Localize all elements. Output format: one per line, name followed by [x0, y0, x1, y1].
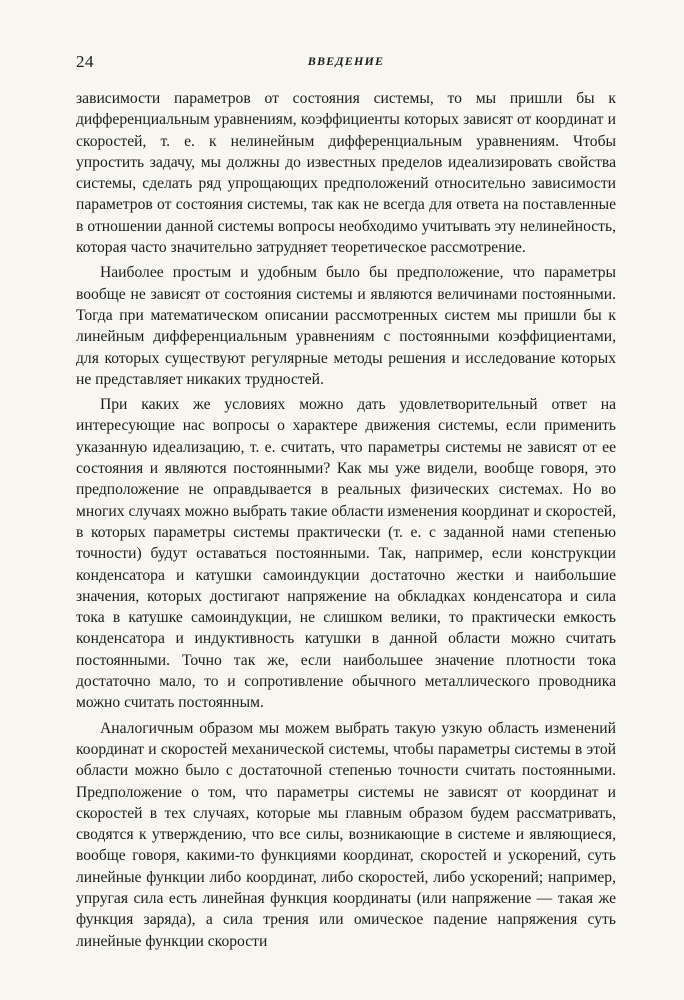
- page-number: 24: [76, 52, 94, 71]
- paragraph-2: Наиболее простым и удобным было бы предположение, что параметры вообще не зависят от состояния системы и являются величинами постоянными. Тогда при математическом описании рассмотренных систем мы пришли бы к линейным дифференциальным уравнениям с постоянными коэффициентами, для которых существуют регулярные методы решения и исследование которых не представляет никаких трудностей.: [76, 264, 616, 388]
- body-text: [76, 88, 616, 956]
- paragraph-1: зависимости параметров от состояния системы, то мы пришли бы к дифференциальным уравнениям, коэффициенты которых зависят от координат и скоростей, т. е. к нелинейным дифференциальным уравнениям. Чтобы упростить задачу, мы должны до известных пределов идеализировать свойства системы, сделать ряд упрощающих предположений относительно зависимости параметров от состояния системы, так как не всегда для ответа на поставленные в отношении данной системы вопросы необходимо учитывать эту нелинейность, которая часто значительно затрудняет теоретическое рассмотрение.: [76, 90, 616, 257]
- running-title: ВВЕДЕНИЕ: [307, 54, 385, 68]
- paragraph-4: Аналогичным образом мы можем выбрать такую узкую область изменений координат и скоростей механической системы, чтобы параметры системы в этой области можно было с достаточной степенью точности считать постоянными. Предположение о том, что параметры системы не зависят от координат и скоростей в тех случаях, которые мы главным образом будем рассматривать, сводятся к утверждению, что все силы, возникающие в системе и являющиеся, вообще говоря, какими-то функциями координат, скоростей и ускорений, суть линейные функции либо координат, либо скоростей, либо ускорений; например, упругая сила есть линейная функция координаты (или напряжение — такая же функция заряда), а сила трения или омическое падение напряжения суть линейные функции скорости: [76, 719, 616, 950]
- page-header: [76, 52, 616, 76]
- paragraph-3: При каких же условиях можно дать удовлетворительный ответ на интересующие нас вопросы о характере движения системы, если применить указанную идеализацию, т. е. считать, что параметры системы не зависят от ее состояния и являются постоянными? Как мы уже видели, вообще говоря, это предположение не оправдывается в реальных физических системах. Но во многих случаях можно выбрать такие области изменения координат и скоростей, в которых параметры системы практически (т. е. с заданной нами степенью точности) будут оставаться постоянными. Так, например, если конструкции конденсатора и катушки самоиндукции достаточно жестки и наибольшие значения, которых достигают напряжение на обкладках конденсатора и сила тока в катушке самоиндукции, не слишком велики, то практически емкость конденсатора и индуктивность катушки в данной области можно считать постоянными. Точно так же, если наибольшее значение плотности тока достаточно мало, то и сопротивление обычного металлического проводника можно считать постоянным.: [76, 396, 616, 712]
